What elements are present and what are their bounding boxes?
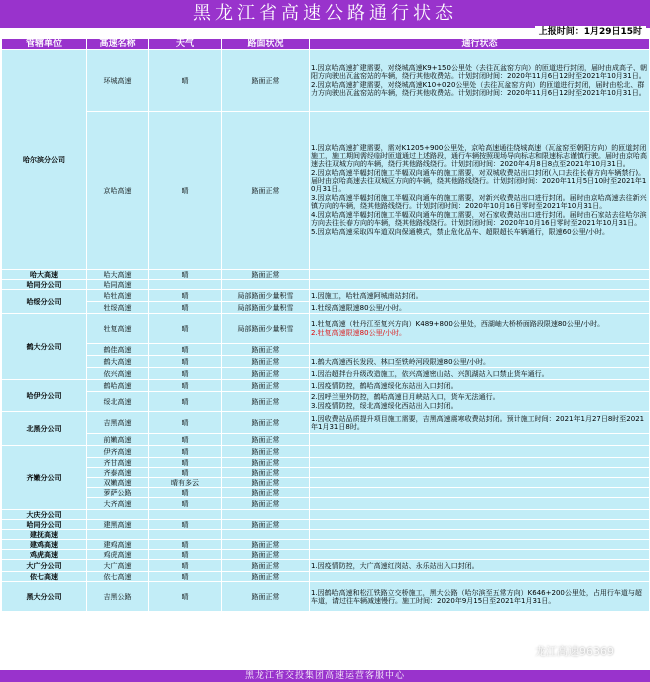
table-row bbox=[2, 488, 650, 498]
status-cell bbox=[310, 446, 650, 458]
unit-cell: 鸡虎高速 bbox=[2, 550, 87, 560]
status-cell: 1.因鹤哈高速和松江铁路立交桥施工，黑大公路（哈尔滨至五常方向）K646+200公里处，占用行车道与超车道，请过往车辆减速慢行。施工时间：2020年9月15日至2021年1月31日。 bbox=[310, 582, 650, 612]
road-cell: 牡绥高速 bbox=[87, 302, 149, 314]
table-row bbox=[2, 550, 650, 560]
status-cell bbox=[310, 344, 650, 356]
table-row bbox=[2, 458, 650, 468]
status-text: 4.因京哈高速半幅封闭施工半幅双向通车的施工需要，对石家收费站出口进行封闭。届时由石家站去往哈尔滨方向去往长春方向的车辆，绕其他路线绕行。计划封闭时间：2020年10月16日零时至2021年10月31日。 bbox=[311, 211, 647, 227]
table-row bbox=[2, 560, 650, 572]
condition-cell bbox=[222, 510, 310, 520]
table-row bbox=[2, 380, 650, 392]
status-cell bbox=[310, 112, 650, 270]
road-cell: 鸡虎高速 bbox=[87, 550, 149, 560]
road-cell: 环城高速 bbox=[87, 50, 149, 112]
weather-cell bbox=[149, 510, 222, 520]
status-cell: 1.因施工，哈牡高速阿城南站封闭。 bbox=[310, 290, 650, 302]
status-cell: 1.因治超拌台升级改造施工，依兴高速密山站、兴凯湖站入口禁止货车通行。 bbox=[310, 368, 650, 380]
road-cell: 大广高速 bbox=[87, 560, 149, 572]
condition-cell: 路面正常 bbox=[222, 458, 310, 468]
status-cell bbox=[310, 520, 650, 530]
weather-cell: 晴 bbox=[149, 112, 222, 270]
table-row bbox=[2, 468, 650, 478]
status-cell bbox=[310, 478, 650, 488]
status-cell: 1.鹤大高速西长发段、林口至铁岭河段限速80公里/小时。 bbox=[310, 356, 650, 368]
header-road: 高速名称 bbox=[87, 39, 149, 50]
unit-cell: 哈绥分公司 bbox=[2, 290, 87, 314]
weather-cell: 晴 bbox=[149, 368, 222, 380]
status-cell: 1.因疫情防控，大广高速红岗站、永乐站出入口封闭。 bbox=[310, 560, 650, 572]
condition-cell: 路面正常 bbox=[222, 540, 310, 550]
road-cell: 大齐高速 bbox=[87, 498, 149, 510]
road-cell: 齐泰高速 bbox=[87, 468, 149, 478]
condition-cell: 路面正常 bbox=[222, 392, 310, 412]
road-cell: 哈同高速 bbox=[87, 280, 149, 290]
weather-cell: 晴 bbox=[149, 520, 222, 530]
status-cell bbox=[310, 468, 650, 478]
weather-cell bbox=[149, 280, 222, 290]
weather-cell: 晴 bbox=[149, 302, 222, 314]
header-status: 通行状态 bbox=[310, 39, 650, 50]
status-text: 3.因京哈高速半幅封闭施工半幅双向通车的施工需要，对新兴收费站出口进行封闭。届时由京哈高速去往新兴镇方向的车辆，绕其他路线绕行。计划封闭时间：2020年10月16日零时至2021年10月31日。 bbox=[311, 194, 647, 210]
status-cell bbox=[310, 458, 650, 468]
road-cell: 依兴高速 bbox=[87, 368, 149, 380]
page-title: 黑龙江省高速公路通行状态 bbox=[0, 0, 650, 28]
table-row bbox=[2, 478, 650, 488]
road-cell: 齐甘高速 bbox=[87, 458, 149, 468]
condition-cell: 路面正常 bbox=[222, 434, 310, 446]
weather-cell: 晴 bbox=[149, 314, 222, 344]
status-text: 2.因京哈高速半幅封闭施工半幅双向通车的施工需要，对双城收费站出口封闭(入口去往长春方向车辆禁行)。届时由京哈高速去往双城区方向的车辆，绕其他路线绕行。计划封闭时间：2020年11月5日10时至2021年10月31日。 bbox=[311, 169, 647, 193]
unit-cell: 哈伊分公司 bbox=[2, 380, 87, 412]
road-cell: 哈大高速 bbox=[87, 270, 149, 280]
status-text: 1.牡复高速（牡丹江至复兴方向）K489+800公里处，西湖岫大桥桥面路段限速80公里/小时。 bbox=[311, 319, 605, 328]
weather-cell: 晴 bbox=[149, 344, 222, 356]
header-unit: 管辖单位 bbox=[2, 39, 87, 50]
table-row bbox=[2, 344, 650, 356]
status-cell bbox=[310, 550, 650, 560]
unit-cell: 哈大高速 bbox=[2, 270, 87, 280]
table-row bbox=[2, 434, 650, 446]
table-row bbox=[2, 112, 650, 270]
weather-cell bbox=[149, 530, 222, 540]
road-cell: 建鸡高速 bbox=[87, 540, 149, 550]
weather-cell: 晴 bbox=[149, 412, 222, 434]
road-cell: 牡复高速 bbox=[87, 314, 149, 344]
condition-cell: 局部路面少量积雪 bbox=[222, 314, 310, 344]
condition-cell: 路面正常 bbox=[222, 520, 310, 530]
condition-cell: 路面正常 bbox=[222, 550, 310, 560]
unit-cell: 大广分公司 bbox=[2, 560, 87, 572]
condition-cell: 局部路面少量积雪 bbox=[222, 290, 310, 302]
status-text: 2.因京哈高速扩建需要，对绕城高速K10+020公里处（去往瓦盆窑方向）的匝道进行封闭，届时由松北、群力方向驶出瓦盆窑站的车辆，绕行其他收费站。计划封闭时间：2020年11月6日12时至2021年10月31日。 bbox=[311, 80, 646, 97]
table-row bbox=[2, 510, 650, 520]
table-row bbox=[2, 392, 650, 412]
status-cell bbox=[310, 488, 650, 498]
header-row bbox=[2, 39, 650, 50]
weather-cell: 晴 bbox=[149, 290, 222, 302]
condition-cell: 路面正常 bbox=[222, 412, 310, 434]
weather-cell: 晴 bbox=[149, 572, 222, 582]
header-weather: 天气 bbox=[149, 39, 222, 50]
weather-cell: 晴 bbox=[149, 560, 222, 572]
road-cell: 双嫩高速 bbox=[87, 478, 149, 488]
condition-cell: 路面正常 bbox=[222, 368, 310, 380]
road-cell: 鹤哈高速 bbox=[87, 380, 149, 392]
condition-cell: 局部路面少量积雪 bbox=[222, 302, 310, 314]
table-row bbox=[2, 280, 650, 290]
condition-cell: 路面正常 bbox=[222, 478, 310, 488]
condition-cell: 路面正常 bbox=[222, 344, 310, 356]
condition-cell: 路面正常 bbox=[222, 488, 310, 498]
unit-cell: 建抚高速 bbox=[2, 530, 87, 540]
weather-cell: 晴 bbox=[149, 392, 222, 412]
weather-cell: 晴 bbox=[149, 458, 222, 468]
weather-cell: 晴 bbox=[149, 380, 222, 392]
condition-cell: 路面正常 bbox=[222, 572, 310, 582]
road-cell: 萝萨公路 bbox=[87, 488, 149, 498]
table-row bbox=[2, 498, 650, 510]
weather-cell: 晴 bbox=[149, 550, 222, 560]
status-cell: 1.因疫情防控，鹤哈高速绥化东站出入口封闭。 bbox=[310, 380, 650, 392]
road-cell: 依七高速 bbox=[87, 572, 149, 582]
table-row bbox=[2, 50, 650, 112]
road-cell: 哈牡高速 bbox=[87, 290, 149, 302]
status-text: 5.因京哈高速采取四车道双向保通模式，禁止危化品车、超限超长车辆通行，限速60公里/小时。 bbox=[311, 228, 609, 236]
table-row bbox=[2, 540, 650, 550]
weather-cell: 晴 bbox=[149, 488, 222, 498]
road-cell: 鹤大高速 bbox=[87, 356, 149, 368]
report-time: 上报时间：1月29日15时 bbox=[535, 26, 646, 38]
footer: 黑龙江省交投集团高速运营客服中心 bbox=[0, 670, 650, 682]
condition-cell: 路面正常 bbox=[222, 112, 310, 270]
unit-cell: 黑大分公司 bbox=[2, 582, 87, 612]
watermark: 龙江高速96369 bbox=[535, 645, 614, 658]
status-text: 3.因疫情防控，绥北高速绥化西站出入口封闭。 bbox=[311, 401, 458, 410]
unit-cell: 大庆分公司 bbox=[2, 510, 87, 520]
road-cell: 吉黑公路 bbox=[87, 582, 149, 612]
table-row bbox=[2, 314, 650, 344]
road-cell: 鹤佳高速 bbox=[87, 344, 149, 356]
status-text: 1.因京哈高速扩建需要，对绕城高速K9+150公里处（去往瓦盆窑方向）的匝道进行封闭，届时由成高子、朝阳方向驶出瓦盆窑站的车辆，绕行其他收费站。计划封闭时间：2020年11月6日12时至2021年10月31日。 bbox=[311, 63, 647, 80]
road-cell: 前嫩高速 bbox=[87, 434, 149, 446]
status-cell bbox=[310, 434, 650, 446]
weather-cell: 晴 bbox=[149, 446, 222, 458]
header-condition: 路面状况 bbox=[222, 39, 310, 50]
table-row bbox=[2, 412, 650, 434]
road-cell: 建黑高速 bbox=[87, 520, 149, 530]
condition-cell bbox=[222, 530, 310, 540]
condition-cell: 路面正常 bbox=[222, 468, 310, 478]
condition-cell: 路面正常 bbox=[222, 356, 310, 368]
condition-cell: 路面正常 bbox=[222, 498, 310, 510]
condition-cell: 路面正常 bbox=[222, 270, 310, 280]
road-cell: 绥北高速 bbox=[87, 392, 149, 412]
weather-cell: 晴有多云 bbox=[149, 478, 222, 488]
road-cell bbox=[87, 510, 149, 520]
table-row bbox=[2, 572, 650, 582]
condition-cell: 路面正常 bbox=[222, 560, 310, 572]
weather-cell: 晴 bbox=[149, 468, 222, 478]
unit-cell: 哈同分公司 bbox=[2, 280, 87, 290]
weather-cell: 晴 bbox=[149, 270, 222, 280]
unit-cell: 齐嫩分公司 bbox=[2, 446, 87, 510]
table-row bbox=[2, 270, 650, 280]
status-cell: 1.因收费站品质提升项目施工需要，吉黑高速震寒收费站封闭。预计施工时间：2021年1月27日8时至2021年1月31日8时。 bbox=[310, 412, 650, 434]
condition-cell: 路面正常 bbox=[222, 50, 310, 112]
weather-cell: 晴 bbox=[149, 582, 222, 612]
table-row bbox=[2, 530, 650, 540]
condition-cell: 路面正常 bbox=[222, 582, 310, 612]
table-row bbox=[2, 356, 650, 368]
unit-cell: 建鸡高速 bbox=[2, 540, 87, 550]
status-text: 2.因呼兰里外防控，鹤哈高速日月峡站入口，货车无法通行。 bbox=[311, 392, 500, 401]
weather-cell: 晴 bbox=[149, 50, 222, 112]
weather-cell: 晴 bbox=[149, 498, 222, 510]
status-cell bbox=[310, 50, 650, 112]
status-cell: 1.牡绥高速限速80公里/小时。 bbox=[310, 302, 650, 314]
table-row bbox=[2, 290, 650, 302]
status-cell bbox=[310, 510, 650, 520]
table-row bbox=[2, 368, 650, 380]
unit-cell: 北黑分公司 bbox=[2, 412, 87, 446]
status-cell bbox=[310, 270, 650, 280]
status-text: 2.牡复高速限速80公里/小时。 bbox=[311, 328, 406, 337]
status-cell bbox=[310, 498, 650, 510]
road-cell: 吉黑高速 bbox=[87, 412, 149, 434]
condition-cell: 路面正常 bbox=[222, 380, 310, 392]
status-cell bbox=[310, 530, 650, 540]
weather-cell: 晴 bbox=[149, 356, 222, 368]
status-cell bbox=[310, 314, 650, 344]
status-table bbox=[1, 38, 650, 612]
status-cell bbox=[310, 540, 650, 550]
road-cell: 京哈高速 bbox=[87, 112, 149, 270]
condition-cell: 路面正常 bbox=[222, 446, 310, 458]
unit-cell: 哈同分公司 bbox=[2, 520, 87, 530]
road-cell: 伊齐高速 bbox=[87, 446, 149, 458]
table-row bbox=[2, 520, 650, 530]
status-cell bbox=[310, 280, 650, 290]
unit-cell: 依七高速 bbox=[2, 572, 87, 582]
unit-cell: 哈尔滨分公司 bbox=[2, 50, 87, 270]
status-text: 1.因京哈高速扩建需要，需对K1205+900公里处，京哈高速通往绕城高速（瓦盆窑至朝阳方向）的匝道封闭施工，施工期间需经临时匝道通过上述路段，通行车辆按照现场导向标志和限速标志谨慎行驶。届时由京哈高速去往双城方向的车辆，绕行其他路线绕行。计划封闭时间：2020年4月8日8点至2021年10月31日。 bbox=[311, 144, 647, 168]
weather-cell: 晴 bbox=[149, 434, 222, 446]
status-cell bbox=[310, 392, 650, 412]
unit-cell: 鹤大分公司 bbox=[2, 314, 87, 380]
table-row bbox=[2, 446, 650, 458]
condition-cell bbox=[222, 280, 310, 290]
weather-cell: 晴 bbox=[149, 540, 222, 550]
table-row bbox=[2, 582, 650, 612]
table-row bbox=[2, 302, 650, 314]
status-cell bbox=[310, 572, 650, 582]
road-cell bbox=[87, 530, 149, 540]
